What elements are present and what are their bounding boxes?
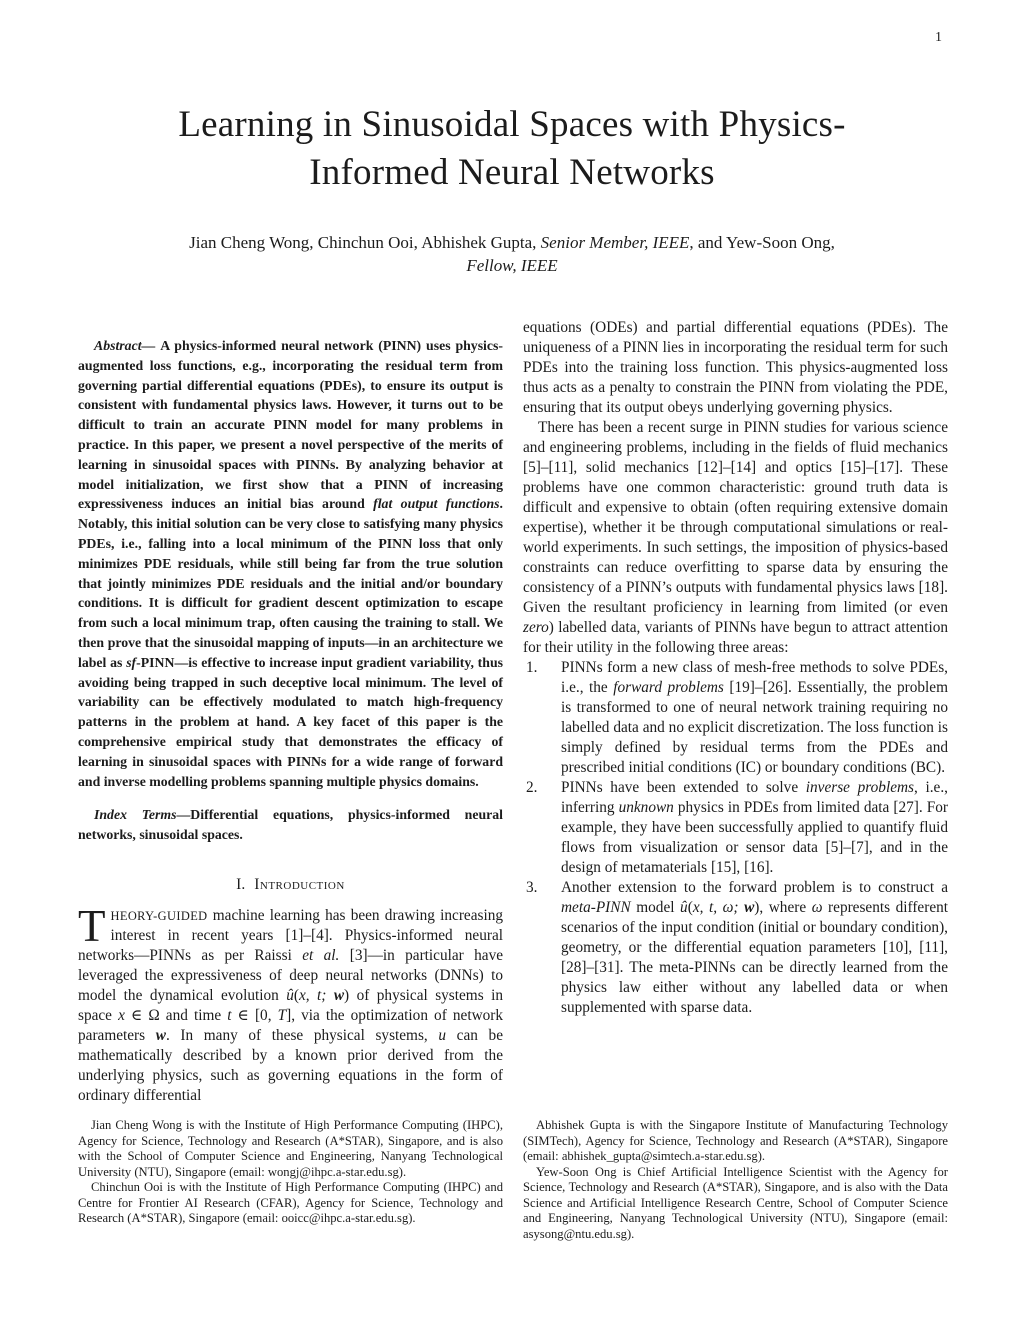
footnote-wong: Jian Cheng Wong is with the Institute of High Performance Computing (IHPC), Agency for Science, Technology and Research (A*STAR), Singapore, and is also with the School of Computer Science and Engineering, Nanyang Technological University (NTU), Singapore (email: wongj@ihpc.a-star.edu.sg). (78, 1118, 503, 1179)
intro-first-word: HEORY-GUIDED (110, 908, 208, 923)
left-column (78, 336, 503, 1106)
footnote-ooi: Chinchun Ooi is with the Institute of High Performance Computing (IHPC) and Centre for Frontier AI Research (CFAR), Agency for Science, Technology and Research (A*STAR), Singapore (email: ooicc@ihpc.a-star.edu.sg). (78, 1180, 503, 1225)
paper-title-line1: Learning in Sinusoidal Spaces with Physics- (178, 104, 846, 145)
section-heading-introduction (78, 876, 503, 894)
paragraph-odes-pdes: equations (ODEs) and partial differential equations (PDEs). The uniqueness of a PINN lies in incorporating the residual term for such PDEs into the training loss function. This physics-augmented loss thus acts as a penalty to constrain the PINN from violating the PDE, ensuring that its output obeys underlying governing physics. (523, 319, 948, 416)
paragraph-pinn-surge: There has been a recent surge in PINN studies for various science and engineering problems, including in the fields of fluid mechanics [5]–[11], solid mechanics [12]–[14] and optics [15]–[17]. These problems have one common characteristic: ground truth data is difficult and expensive to obtain (often requiring extensive domain expertise), whether it be through computational simulations or real-world experiments. In such settings, the imposition of physics-based constraints can reduce overfitting to sparse data by ensuring the consistency of a PINN’s outputs with fundamental physics laws [18]. Given the resultant proficiency in learning from limited (or even zero) labelled data, variants of PINNs have begun to attract attention for their utility in the following three areas: (523, 419, 948, 656)
list-item-forward-problems (523, 658, 948, 778)
list-item-meta-pinn (523, 878, 948, 1018)
list-item-text: PINNs form a new class of mesh-free methods to solve PDEs, i.e., the forward problems [19]–[26]. Essentially, the problem is transformed to one of neural network training requiring no labelled data and no explicit discretization. The loss function is simply defined by residual terms from the PDEs and prescribed initial conditions (IC) or boundary conditions (BC). (561, 659, 948, 776)
paper-title-line2: Informed Neural Networks (309, 152, 715, 193)
list-item-text: PINNs have been extended to solve inverse problems, i.e., inferring unknown physics in PDEs from limited data [27]. For example, they have been successfully applied to quantify fluid flows from visualization or sensor data [5]–[7], and in the design of metamaterials [15], [16]. (561, 779, 949, 876)
author-line (0, 231, 1024, 277)
list-item-number: 2. (526, 779, 538, 796)
list-item-inverse-problems (523, 778, 948, 878)
paper-title (0, 101, 1024, 197)
footnote-gupta: Abhishek Gupta is with the Singapore Institute of Manufacturing Technology (SIMTech), Agency for Science, Technology and Research (A*STAR), Singapore (email: abhishek_gupta@simtech.a-star.edu.sg). (523, 1118, 948, 1163)
right-column (523, 318, 948, 1018)
footnote-right (523, 1118, 948, 1242)
abstract-paragraph: Abstract— A physics-informed neural network (PINN) uses physics-augmented loss functions, e.g., incorporating the residual term from governing partial differential equations (PDEs), to ensure its output is consistent with fundamental physics laws. However, it turns out to be difficult to train an accurate PINN model for many problems in practice. In this paper, we present a novel perspective of the merits of learning in sinusoidal spaces with PINNs. By analyzing behavior at model initialization, we first show that a PINN of increasing expressiveness induces an initial bias around flat output functions. Notably, this initial solution can be very close to satisfying many physics PDEs, i.e., falling into a local minimum of the PINN loss that only minimizes PDE residuals, while still being far from the true solution that jointly minimizes PDE residuals and the initial and/or boundary conditions. It is difficult for gradient descent optimization to escape from such a local minimum trap, often causing the training to stall. We then prove that the sinusoidal mapping of inputs—in an architecture we label as sf-PINN—is effective to increase input gradient variability, thus avoiding being trapped in such deceptive local minimum. The level of variability can be effectively modulated to match high-frequency patterns in the problem at hand. A key facet of this paper is the comprehensive empirical study that demonstrates the efficacy of learning in sinusoidal spaces with PINNs for a wide range of forward and inverse modelling problems spanning multiple physics domains. (78, 338, 503, 789)
author-line-2: Fellow, IEEE (466, 256, 558, 275)
list-item-number: 1. (526, 659, 538, 676)
intro-paragraph (78, 900, 504, 1106)
section-number: I. (236, 875, 246, 893)
drop-cap: T (78, 900, 106, 951)
intro-paragraph-text: machine learning has been drawing increasing interest in recent years [1]–[4]. Physics-informed neural networks—PINNs as per Raissi et al. [3]—in particular have leveraged the expressiveness of deep neural networks (DNNs) to model the dynamical evolution û(x, t; w) of physical systems in space x ∈ Ω and time t ∈ [0, T], via the optimization of network parameters w. In many of these physical systems, u can be mathematically described by a known prior derived from the underlying physics, such as governing equations in the form of ordinary differential (78, 906, 504, 1104)
section-title: Introduction (254, 875, 345, 893)
footnote-ong: Yew-Soon Ong is Chief Artificial Intelligence Scientist with the Agency for Science, Technology and Research (A*STAR), Singapore, and is also with the Data Science and Artificial Intelligence Research Centre, School of Computer Science and Engineering, Nanyang Technological University (NTU), Singapore (email: asysong@ntu.edu.sg). (523, 1164, 948, 1241)
pinn-application-list (523, 658, 948, 1018)
list-item-number: 3. (526, 879, 538, 896)
list-item-text: Another extension to the forward problem is to construct a meta-PINN model û(x, t, ω; w), where ω represents different scenarios of the input condition (initial or boundary condition), geometry, or the differential equation parameters [10], [11], [28]–[31]. The meta-PINNs can be directly learned from the physics law either without any labelled data or when supplemented with sparse data. (561, 879, 949, 1016)
index-terms: Index Terms—Differential equations, physics-informed neural networks, sinusoidal spaces. (78, 807, 504, 843)
footnote-left (78, 1118, 503, 1227)
page-number: 1 (935, 30, 942, 45)
author-line-1: Jian Cheng Wong, Chinchun Ooi, Abhishek Gupta, Senior Member, IEEE, and Yew-Soon Ong, (189, 233, 835, 252)
